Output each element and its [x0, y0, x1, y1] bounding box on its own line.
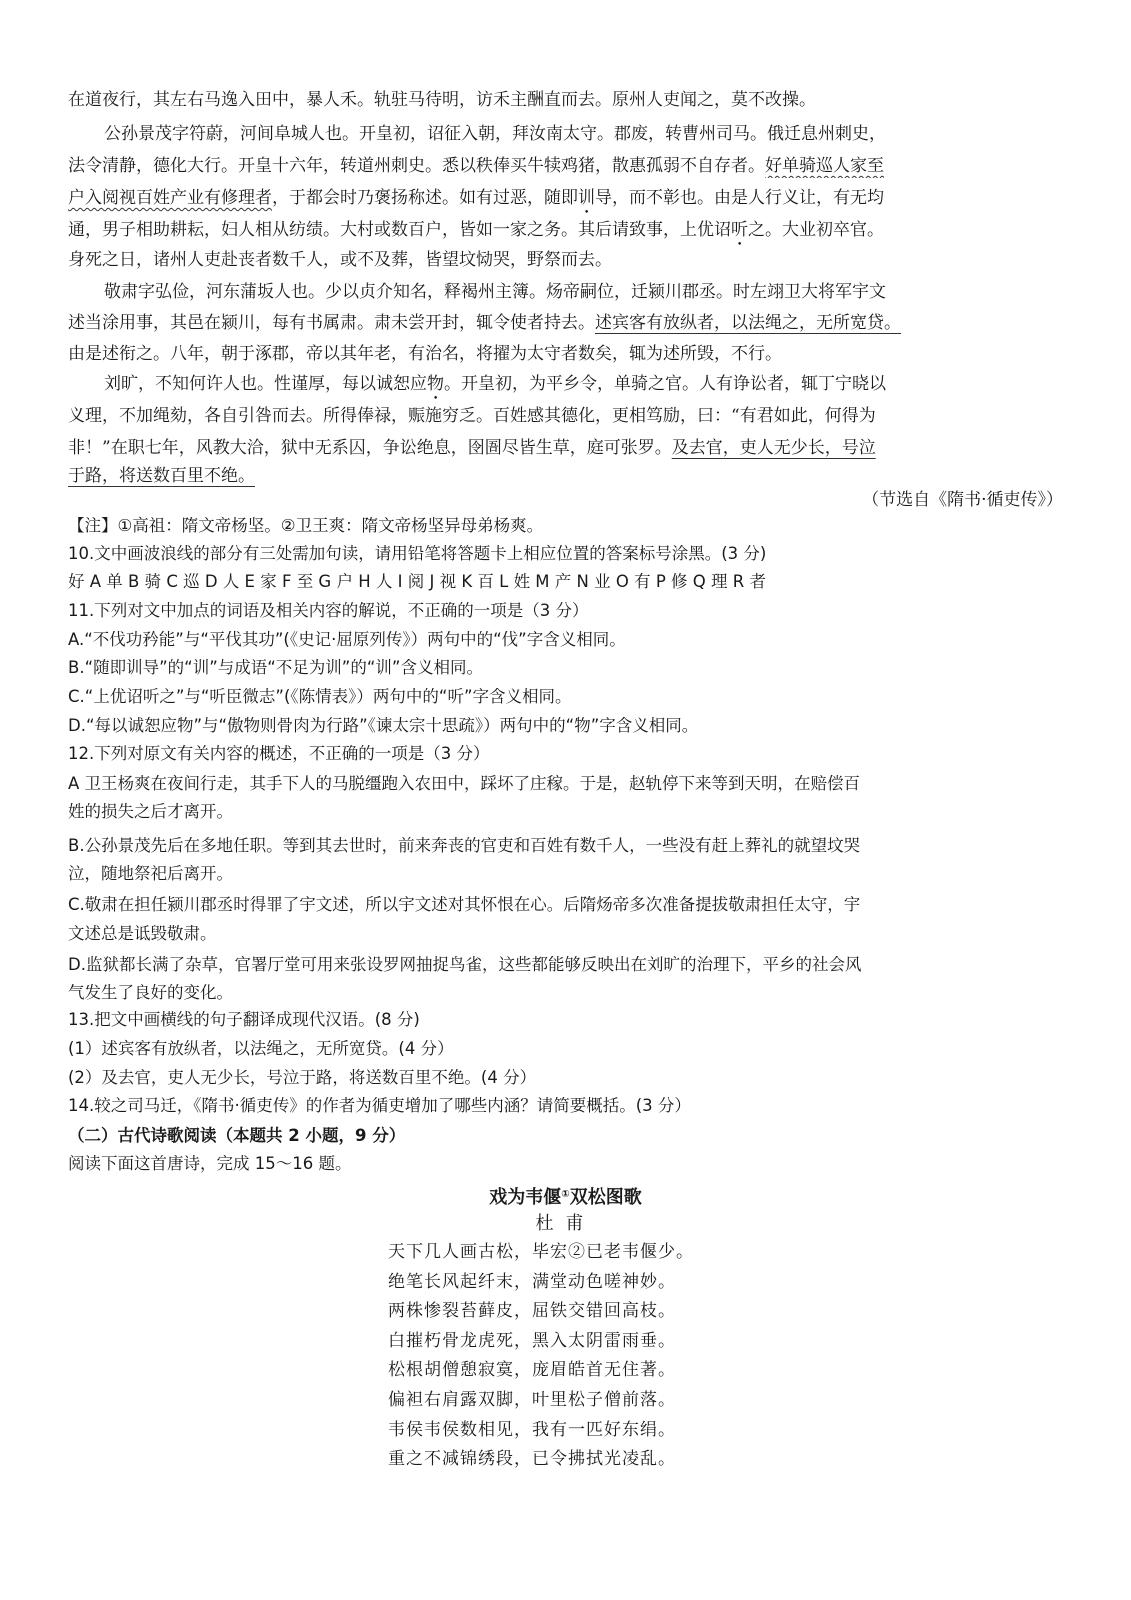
passage-text: 述当涂用事，其邑在颍川，每有书属肃。肃未尝开封，辄令使者持去。 [68, 313, 595, 333]
option-12-b-cont: 泣，随地祭祀后离开。 [68, 864, 233, 883]
passage-line [68, 186, 1064, 218]
passage-text: 义理，不加绳劾，各自引咎而去。所得俸禄，赈施穷乏。百姓感其德化，更相笃励，曰：“有君如此，何得为 [68, 406, 876, 426]
passage-line [68, 154, 1064, 178]
poem-line: 偏袒右肩露双脚，叶里松子僧前落。 [388, 1390, 676, 1410]
poem-line: 两株惨裂苔藓皮，屈铁交错回高枝。 [388, 1301, 676, 1321]
question-11: 11.下列对文中加点的词语及相关内容的解说，不正确的一项是（3 分） [68, 601, 589, 620]
underlined-sentence: 及去官，吏人无少长，号泣 [671, 438, 876, 458]
poem-line: 重之不减锦绣段，已令拂拭光凌乱。 [388, 1449, 676, 1469]
option-12-b: B.公孙景茂先后在多地任职。等到其去世时，前来奔丧的官吏和百姓有数千人，一些没有赶上葬礼的就望坟哭 [68, 836, 861, 855]
option-12-a-cont: 姓的损失之后才离开。 [68, 802, 233, 821]
passage-line [104, 122, 1064, 146]
option-12-d-cont: 气发生了良好的变化。 [68, 983, 233, 1002]
passage-line [68, 311, 1064, 335]
wavy-underlined-text: 户入阅视百姓产业有修理者 [68, 188, 272, 208]
question-13: 13.把文中画横线的句子翻译成现代汉语。(8 分) [68, 1010, 420, 1029]
option-11-a: A.“不伐功矜能”与“平伐其功”(《史记·屈原列传》）两句中的“伐”字含义相同。 [68, 630, 626, 649]
passage-line [68, 218, 1064, 250]
passage-text: 公孙景茂字符蔚，河间阜城人也。开皇初，诏征入朝，拜汝南太守。郡废，转曹州司马。俄迁息州刺史， [104, 124, 886, 144]
source-citation: （节选自《隋书·循吏传》） [862, 490, 1063, 510]
underlined-sentence: 于路，将送数百里不绝。 [68, 466, 255, 486]
option-11-d: D.“每以诚恕应物”与“傲物则骨肉为行路”《谏太宗十思疏》）两句中的“物”字含义相同。 [68, 716, 699, 735]
poem-title-text: 双松图歌 [569, 1187, 642, 1208]
passage-line [104, 280, 1064, 304]
passage-text: 敬肃字弘俭，河东蒲坂人也。少以贞介知名，释褐州主簿。炀帝嗣位，迁颍川郡丞。时左翊卫大将军宇文 [104, 282, 886, 302]
question-14: 14.较之司马迁，《隋书·循吏传》的作者为循吏增加了哪些内涵？请简要概括。(3 分） [68, 1096, 691, 1115]
passage-text: 由是述衔之。八年，朝于涿郡，帝以其年老，有治名，将擢为太守者数矣，辄为述所毁，不行。 [68, 344, 782, 364]
dotted-emphasis-word: 听 [731, 220, 748, 240]
option-12-a: A 卫王杨爽在夜间行走，其手下人的马脱缰跑入农田中，踩坏了庄稼。于是，赵轨停下来等到天明，在赔偿百 [68, 774, 861, 793]
option-12-c-cont: 文述总是诋毁敬肃。 [68, 924, 217, 943]
underlined-sentence: 述宾客有放纵者，以法绳之，无所宽贷。 [595, 313, 901, 333]
section-heading: （二）古代诗歌阅读（本题共 2 小题，9 分） [68, 1126, 406, 1145]
dotted-emphasis-word: 训 [578, 188, 595, 208]
passage-line [68, 342, 1064, 366]
passage-line [68, 404, 1064, 428]
poem-author: 杜甫 [535, 1213, 596, 1234]
poem-title [0, 1182, 1131, 1211]
dotted-emphasis-word: 物 [427, 374, 444, 394]
passage-text: 在道夜行，其左右马逸入田中，暴人禾。轨驻马待明，访禾主酬直而去。原州人吏闻之，莫不改操。 [68, 90, 816, 110]
option-12-c: C.敬肃在担任颍川郡丞时得罪了宇文述，所以宇文述对其怀恨在心。后隋炀帝多次准备提拔敬肃担任太守，宇 [68, 895, 861, 914]
passage-text: 之。大业初卒官。 [748, 220, 884, 240]
section-intro: 阅读下面这首唐诗，完成 15～16 题。 [68, 1154, 352, 1173]
passage-text: 法令清静，德化大行。开皇十六年，转道州刺史。悉以秩俸买牛犊鸡猪，散惠孤弱不自存者。 [68, 156, 765, 176]
question-10-answer-letters: 好 A 单 B 骑 C 巡 D 人 E 家 F 至 G 户 H 人 I 阅 J 视 K 百 L 姓 M 产 N 业 O 有 P 修 Q 理 R 者 [68, 572, 766, 591]
poem-line: 白摧朽骨龙虎死，黑入太阴雷雨垂。 [388, 1331, 676, 1351]
passage-text: 通，男子相助耕耘，妇人相从纺绩。大村或数百户，皆如一家之务。其后请致事，上优诏 [68, 220, 731, 240]
passage-text: 刘旷，不知何许人也。性谨厚，每以诚恕应 [104, 374, 427, 394]
poem-line: 天下几人画古松，毕宏②已老韦偃少。 [388, 1242, 694, 1262]
passage-text: ，于都会时乃褒扬称述。如有过恶，随即 [272, 188, 578, 208]
passage-line [68, 248, 1064, 272]
question-13-item-2: (2）及去官，吏人无少长，号泣于路，将送数百里不绝。(4 分） [68, 1068, 537, 1087]
passage-line [68, 464, 1064, 488]
poem-line: 松根胡僧憩寂寞，庞眉皓首无住著。 [388, 1360, 676, 1380]
footnote-marker: ① [561, 1189, 570, 1200]
wavy-underlined-text: 好单骑巡人家至 [765, 156, 884, 176]
option-11-b: B.“随即训导”的“训”与成语“不足为训”的“训”含义相同。 [68, 658, 483, 677]
poem-title-text: 戏为韦偃 [489, 1187, 562, 1208]
passage-text: 导，而不彰也。由是人行义让，有无均 [595, 188, 884, 208]
passage-line [68, 436, 1064, 460]
footnote: 【注】①高祖：隋文帝杨坚。②卫王爽：隋文帝杨坚异母弟杨爽。 [68, 516, 544, 535]
question-10: 10.文中画波浪线的部分有三处需加句读，请用铅笔将答题卡上相应位置的答案标号涂黑。(3 分) [68, 544, 767, 563]
poem-line: 绝笔长风起纤末，满堂动色嗟神妙。 [388, 1272, 676, 1292]
option-12-d: D.监狱都长满了杂草，官署厅堂可用来张设罗网抽捉鸟雀，这些都能够反映出在刘旷的治理下，平乡的社会风 [68, 955, 862, 974]
passage-text: 。开皇初，为平乡令，单骑之官。人有诤讼者，辄丁宁晓以 [444, 374, 886, 394]
option-11-c: C.“上优诏听之”与“听臣微志”(《陈情表》）两句中的“听”字含义相同。 [68, 687, 572, 706]
passage-line [68, 88, 1064, 112]
poem-line: 韦侯韦侯数相见，我有一匹好东绢。 [388, 1420, 676, 1440]
passage-text: 身死之日，诸州人吏赴丧者数千人，或不及葬，皆望坟恸哭，野祭而去。 [68, 250, 612, 270]
question-12: 12.下列对原文有关内容的概述，不正确的一项是（3 分） [68, 744, 490, 763]
question-13-item-1: (1）述宾客有放纵者，以法绳之，无所宽贷。(4 分） [68, 1039, 454, 1058]
passage-line [104, 372, 1064, 404]
passage-text: 非！”在职七年，风教大洽，狱中无系囚，争讼绝息，囹圄尽皆生草，庭可张罗。 [68, 438, 672, 458]
